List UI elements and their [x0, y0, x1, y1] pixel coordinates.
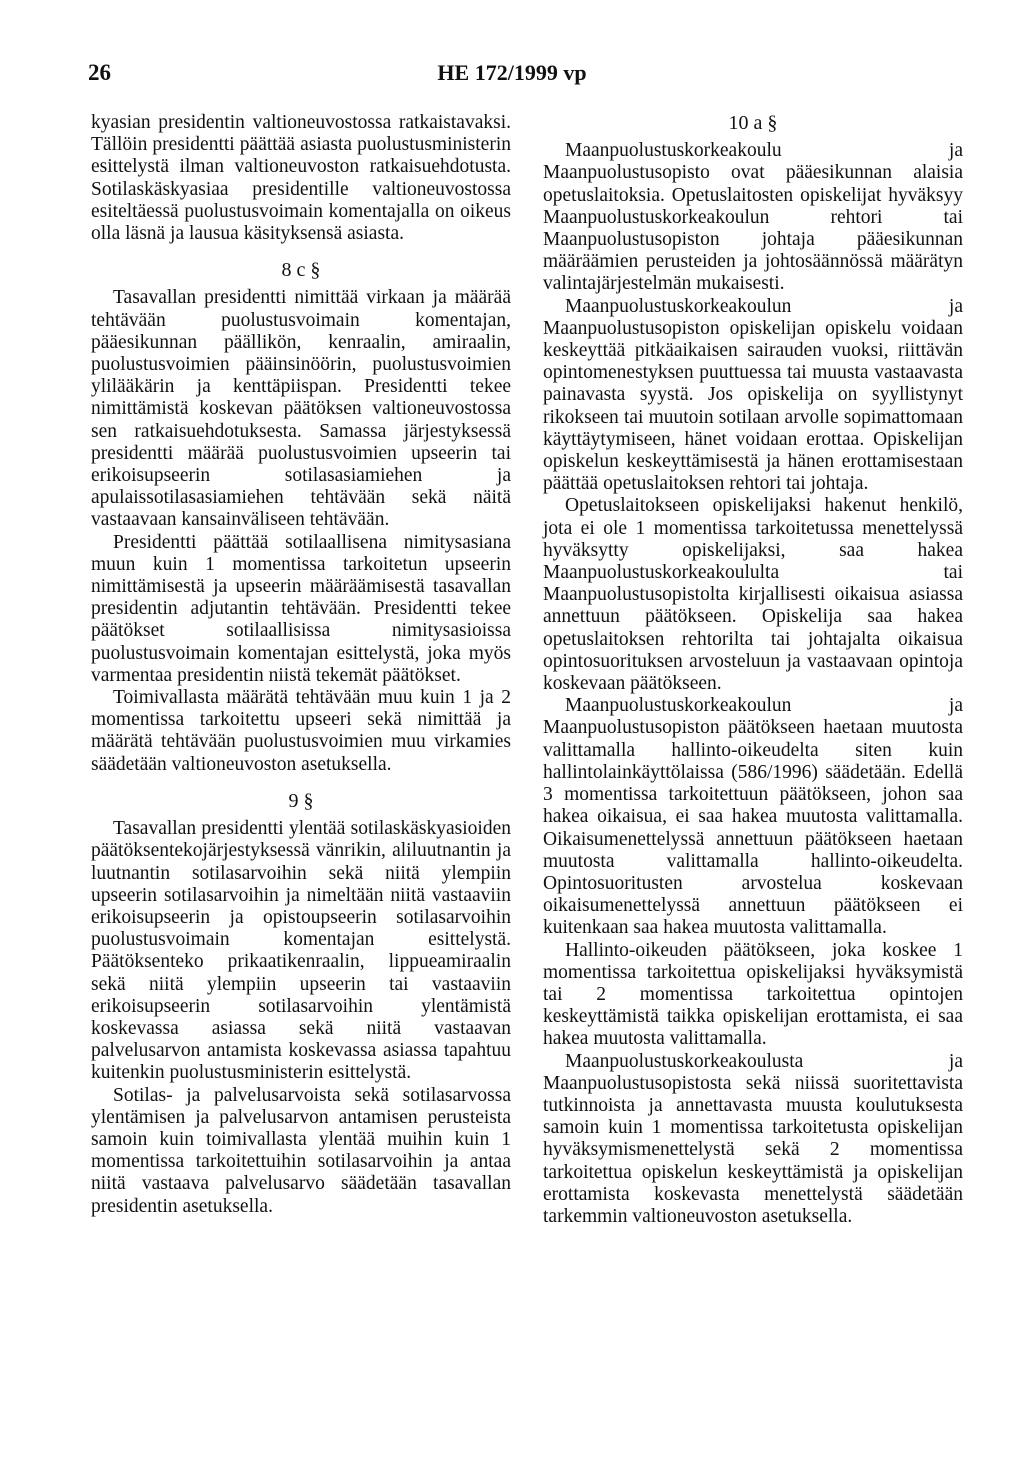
section-heading-9: 9 § [288, 789, 314, 812]
right-column [543, 112, 963, 1228]
paragraph: Sotilas- ja palvelusarvoista sekä sotilasarvossa ylentämisen ja palvelusarvon antamisen perusteista samoin kuin toimivallasta ylentää muihin kuin 1 momentissa tarkoitettuihin sotilasarvoihin ja antaa niitä vastaava palvelusarvo säädetään tasavallan presidentin asetuksella. [91, 1084, 511, 1217]
document-id: HE 172/1999 vp [437, 60, 587, 85]
paragraph: Maanpuolustuskorkeakoulu ja Maanpuolustusopisto ovat pääesikunnan alaisia opetuslaitoksia. Opetuslaitosten opiskelijat hyväksyy Maanpuolustuskorkeakoulun rehtori tai Maanpuolustusopiston johtaja pääesikunnan määräämien perusteiden ja johtosäännössä määrätyn valintajärjestelmän mukaisesti. [543, 140, 963, 295]
paragraph: Hallinto-oikeuden päätökseen, joka koskee 1 momentissa tarkoitettua opiskelijaksi hyväksymistä tai 2 momentissa tarkoitettua opintojen keskeyttämistä taikka opiskelijan erottamista, ei saa hakea muutosta valittamalla. [543, 939, 963, 1050]
paragraph: Maanpuolustuskorkeakoulusta ja Maanpuolustusopistosta sekä niissä suoritettavista tutkinnoista ja annettavasta muusta koulutuksesta samoin kuin 1 momentissa tarkoitetusta opiskelijan hyväksymismenettelystä sekä 2 momentissa tarkoitettua opiskelun keskeyttämistä ja opiskelijan erottamista koskevasta menettelystä säädetään tarkemmin valtioneuvoston asetuksella. [543, 1050, 963, 1227]
paragraph: Toimivallasta määrätä tehtävään muu kuin 1 ja 2 momentissa tarkoitettu upseeri sekä nimittää ja määrätä tehtävään puolustusvoimien muu virkamies säädetään valtioneuvoston asetuksella. [91, 687, 511, 775]
left-column [91, 112, 511, 1218]
paragraph: Presidentti päättää sotilaallisena nimitysasiana muun kuin 1 momentissa tarkoitetun upseerin nimittämisestä ja upseerin määräämisestä tasavallan presidentin adjutantin tehtävään. Presidentti tekee päätökset sotilaallisissa nimitysasioissa puolustusvoimain komentajan esittelystä, joka myös varmentaa presidentin niistä tekemät päätökset. [91, 531, 511, 686]
page-number: 26 [88, 60, 111, 85]
paragraph: Tasavallan presidentti ylentää sotilaskäskyasioiden päätöksentekojärjestyksessä vänrikin, aliluutnantin ja luutnantin sotilasarvoihin sekä niitä ylempiin upseerin sotilasarvoihin ja nimeltään niitä vastaaviin erikoisupseerin ja opistoupseerin sotilasarvoihin puolustusvoimain komentajan esittelystä. Päätöksenteko prikaatikenraalin, lippueamiraalin sekä niitä ylempiin upseerin tai vastaaviin erikoisupseerin sotilasarvoihin ylentämistä koskevassa asiassa sekä niitä vastaavan palvelusarvon antamista koskevassa asiassa tapahtuu kuitenkin puolustusministerin esittelystä. [91, 818, 511, 1084]
section-heading-8c: 8 c § [281, 259, 321, 282]
paragraph: Opetuslaitokseen opiskelijaksi hakenut henkilö, jota ei ole 1 momentissa tarkoitetussa menettelyssä hyväksytty opiskelijaksi, saa hakea Maanpuolustuskorkeakoululta tai Maanpuolustusopistolta kirjallisesti oikaisua asiassa annettuun päätökseen. Opiskelija saa hakea opetuslaitoksen rehtorilta tai johtajalta oikaisua opintosuorituksen arvosteluun ja vastaavaan opintoja koskevaan päätökseen. [543, 495, 963, 695]
paragraph: kyasian presidentin valtioneuvostossa ratkaistavaksi. Tällöin presidentti päättää asiasta puolustusministerin esittelystä ilman valtioneuvoston ratkaisuehdotusta. Sotilaskäskyasiaa presidentille valtioneuvostossa esiteltäessä puolustusvoimain komentajalla on oikeus olla läsnä ja lausua käsityksensä asiasta. [91, 112, 511, 245]
paragraph: Maanpuolustuskorkeakoulun ja Maanpuolustusopiston päätökseen haetaan muutosta valittamalla hallinto-oikeudelta siten kuin hallintolainkäyttölaissa (586/1996) säädetään. Edellä 3 momentissa tarkoitettuun päätökseen, johon saa hakea oikaisua, ei saa hakea muutosta valittamalla. Oikaisumenettelyssä annettuun päätökseen haetaan muutosta valittamalla hallinto-oikeudelta. Opintosuoritusten arvostelua koskevaan oikaisumenettelyssä annettuun päätökseen ei kuitenkaan saa hakea muutosta valittamalla. [543, 695, 963, 939]
paragraph: Tasavallan presidentti nimittää virkaan ja määrää tehtävään puolustusvoimain komentajan, pääesikunnan päällikön, kenraalin, amiraalin, puolustusvoimien pääinsinöörin, puolustusvoimien ylilääkärin ja kenttäpiispan. Presidentti tekee nimittämistä koskevan päätöksen valtioneuvostossa sen ratkaisuehdotuksesta. Samassa järjestyksessä presidentti määrää puolustusvoimien upseerin tai erikoisupseerin sotilasasiamiehen ja apulaissotilasasiamiehen tehtävään sekä näitä vastaavaan kansainväliseen tehtävään. [91, 287, 511, 531]
section-heading-10a: 10 a § [728, 112, 778, 134]
paragraph: Maanpuolustuskorkeakoulun ja Maanpuolustusopiston opiskelijan opiskelu voidaan keskeyttää pitkäaikaisen sairauden vuoksi, riittävän opintomenestyksen puuttuessa tai muusta vastaavasta painavasta syystä. Jos opiskelija on syyllistynyt rikokseen tai muutoin sotilaan arvolle sopimattomaan käyttäytymiseen, hänet voidaan erottaa. Opiskelijan opiskelun keskeyttämisestä ja hänen erottamisestaan päättää opetuslaitoksen rehtori tai johtaja. [543, 295, 963, 495]
